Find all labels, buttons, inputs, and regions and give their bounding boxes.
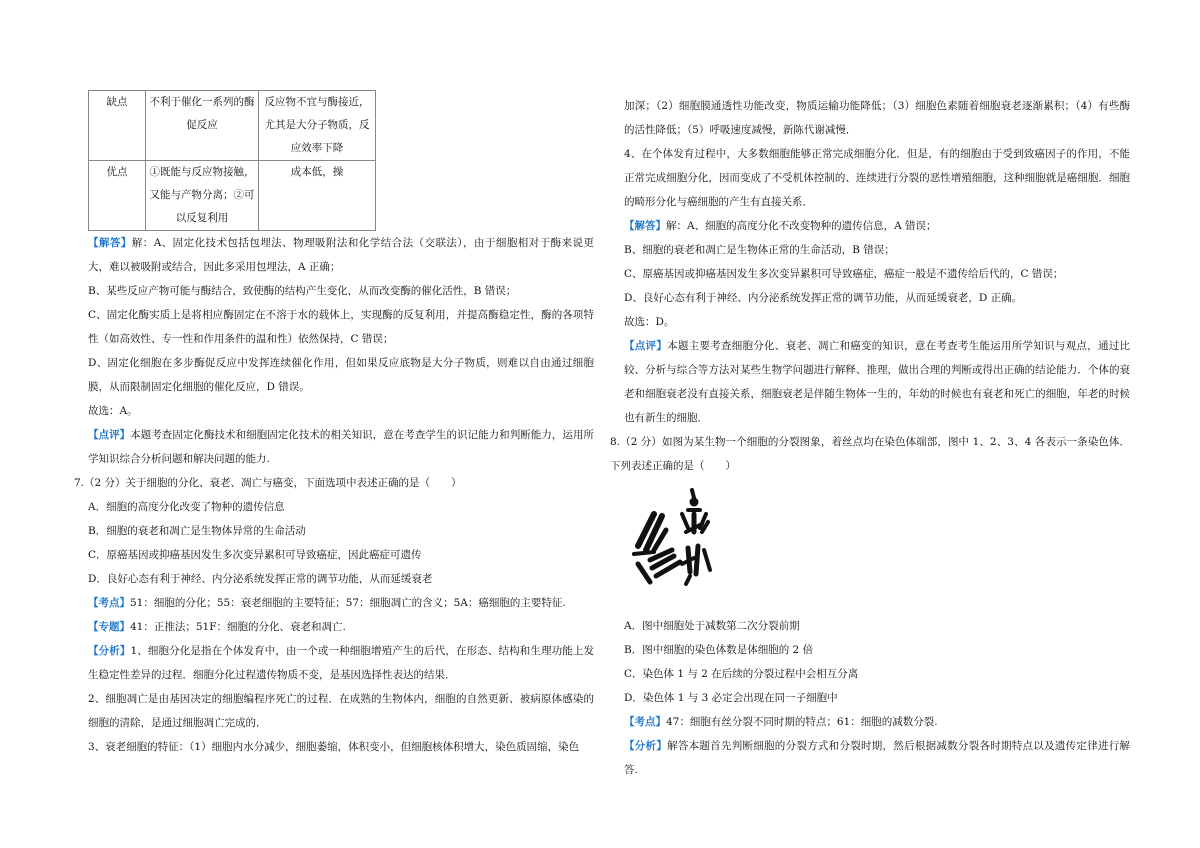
table-row (89, 91, 376, 161)
cell: 成本低，操 (259, 161, 376, 231)
answer-b: B、某些反应产物可能与酶结合，致使酶的结构产生变化，从而改变酶的催化活性，B 错误； (88, 285, 517, 297)
chromosome-drawing (624, 484, 744, 604)
answer-text: 解：A、固定化技术包括包埋法、物理吸附法和化学结合法（交联法），由于细胞相对于酶来说更大，难以被吸附或结合，因此多采用包埋法，A 正确； (88, 237, 594, 273)
comment-text: 本题主要考查细胞分化、衰老、凋亡和癌变的知识，意在考查考生能运用所学知识与观点，通过比较、分析与综合等方法对某些生物学问题进行解释、推理，做出合理的判断或得出正确的结论能力．个体的衰老和细胞衰老没有直接关系，细胞衰老是伴随生物体一生的，年幼的时候也有衰老和死亡的细胞，年老的时候也有新生的细胞． (624, 340, 1131, 424)
left-column (74, 90, 594, 759)
zhuanti-text: 41：正推法；51F：细胞的分化、衰老和凋亡. (130, 621, 346, 633)
answer-c: C、固定化酶实质上是将相应酶固定在不溶于水的载体上，实现酶的反复利用，并提高酶稳定性，酶的各项特性（如高效性、专一性和作用条件的温和性）依然保持，C 错误； (88, 309, 594, 345)
answer-c: C、原癌基因或抑癌基因发生多次变异累积可导致癌症，癌症一般是不遗传给后代的，C 错误； (624, 268, 1064, 280)
row-label: 缺点 (89, 91, 146, 161)
answer-choice: 故选：D。 (624, 316, 675, 328)
comparison-table (88, 90, 376, 231)
answer-text: 解：A、细胞的高度分化不改变物种的遗传信息，A 错误； (666, 220, 937, 232)
table-row (89, 161, 376, 231)
kaodian-text: 51：细胞的分化；55：衰老细胞的主要特征；57：细胞凋亡的含义；5A：癌细胞的主要特征. (130, 597, 566, 609)
option-a: A．细胞的高度分化改变了物种的遗传信息 (88, 501, 285, 513)
answer-tag: 【解答】 (88, 237, 132, 249)
zhuanti-paragraph (88, 615, 594, 639)
answer-paragraph (88, 231, 594, 279)
answer-paragraph (624, 214, 1130, 238)
cell: 不利于催化一系列的酶促反应 (146, 91, 259, 161)
option-a: A．图中细胞处于减数第二次分裂前期 (624, 620, 800, 632)
row-label: 优点 (89, 161, 146, 231)
analysis-tag: 【分析】 (624, 740, 668, 752)
analysis-4: 4、在个体发育过程中，大多数细胞能够正常完成细胞分化．但是，有的细胞由于受到致癌因子的作用，不能正常完成细胞分化，因而变成了不受机体控制的、连续进行分裂的恶性增殖细胞，这种细胞就是癌细胞．细胞的畸形分化与癌细胞的产生有直接关系． (624, 148, 1130, 208)
kaodian-text: 47：细胞有丝分裂不同时期的特点；61：细胞的减数分裂. (666, 716, 938, 728)
comment-paragraph (624, 334, 1130, 430)
kaodian-paragraph (88, 591, 594, 615)
option-b: B．图中细胞的染色体数是体细胞的 2 倍 (624, 644, 814, 656)
answer-tag: 【解答】 (624, 220, 666, 232)
kaodian-tag: 【考点】 (88, 597, 130, 609)
answer-d: D、良好心态有利于神经、内分泌系统发挥正常的调节功能，从而延缓衰老，D 正确。 (624, 292, 1023, 304)
analysis-3: 3、衰老细胞的特征：（1）细胞内水分减少，细胞萎缩，体积变小，但细胞核体积增大，染色质固缩，染色 (88, 741, 580, 753)
analysis-continued: 加深；（2）细胞膜通透性功能改变，物质运输功能降低；（3）细胞色素随着细胞衰老逐渐累积；（4）有些酶的活性降低；（5）呼吸速度减慢，新陈代谢减慢． (624, 100, 1130, 136)
question-8: 8.（2 分）如图为某生物一个细胞的分裂图象，着丝点均在染色体端部，图中 1、2、3、4 各表示一条染色体．下列表述正确的是（ ） (610, 436, 1130, 472)
analysis-tag: 【分析】 (88, 645, 131, 657)
option-c: C．原癌基因或抑癌基因发生多次变异累积可导致癌症，因此癌症可遗传 (88, 549, 422, 561)
cell: ①既能与反应物接触，又能与产物分离；②可以反复利用 (146, 161, 259, 231)
comment-text: 本题考查固定化酶技术和细胞固定化技术的相关知识，意在考查学生的识记能力和判断能力，运用所学知识综合分析问题和解决问题的能力. (88, 429, 594, 465)
right-column (610, 94, 1131, 782)
comment-paragraph (88, 423, 594, 471)
answer-b: B、细胞的衰老和凋亡是生物体正常的生命活动，B 错误； (624, 244, 895, 256)
analysis-2: 2、细胞凋亡是由基因决定的细胞编程序死亡的过程．在成熟的生物体内，细胞的自然更新、被病原体感染的细胞的清除，是通过细胞凋亡完成的． (88, 693, 594, 729)
answer-d: D、固定化细胞在多步酶促反应中发挥连续催化作用，但如果反应底物是大分子物质，则难以自由通过细胞膜，从而限制固定化细胞的催化反应，D 错误。 (88, 357, 594, 393)
analysis-text: 解答本题首先判断细胞的分裂方式和分裂时期，然后根据减数分裂各时期特点以及遗传定律进行解答. (624, 740, 1131, 776)
kaodian-paragraph (624, 710, 1130, 734)
option-b: B．细胞的衰老和凋亡是生物体异常的生命活动 (88, 525, 306, 537)
zhuanti-tag: 【专题】 (88, 621, 130, 633)
question-7: 7.（2 分）关于细胞的分化、衰老、凋亡与癌变，下面选项中表述正确的是（ ） (74, 477, 462, 489)
analysis-paragraph (88, 639, 594, 687)
comment-tag: 【点评】 (88, 429, 131, 441)
cell: 反应物不宜与酶接近，尤其是大分子物质，反应效率下降 (259, 91, 376, 161)
chromosome-figure (624, 484, 744, 604)
kaodian-tag: 【考点】 (624, 716, 666, 728)
answer-choice: 故选：A。 (88, 405, 138, 417)
analysis-text: 1、细胞分化是指在个体发育中，由一个或一种细胞增殖产生的后代，在形态、结构和生理功能上发生稳定性差异的过程．细胞分化过程遗传物质不变，是基因选择性表达的结果． (88, 645, 594, 681)
option-d: D．染色体 1 与 3 必定会出现在同一子细胞中 (624, 692, 838, 704)
analysis-paragraph (624, 734, 1130, 782)
comment-tag: 【点评】 (624, 340, 668, 352)
option-d: D．良好心态有利于神经、内分泌系统发挥正常的调节功能，从而延缓衰老 (88, 573, 433, 585)
option-c: C．染色体 1 与 2 在后续的分裂过程中会相互分离 (624, 668, 859, 680)
